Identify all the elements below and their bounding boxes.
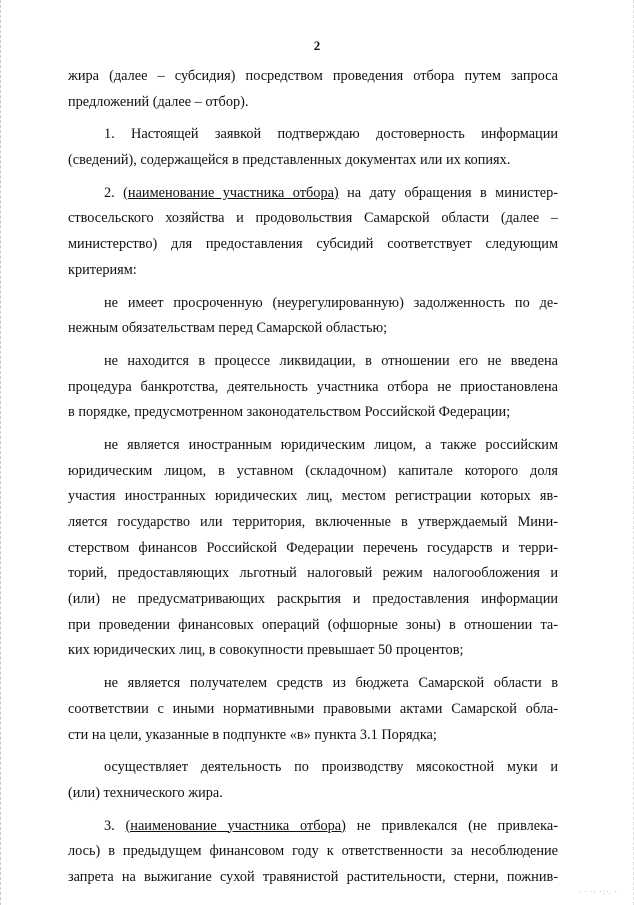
text-line: в порядке, предусмотренном законодательством Российской Федерации; xyxy=(68,404,511,421)
participant-name-placeholder: (наименование участника отбора) xyxy=(123,184,339,201)
criterion-not-foreign xyxy=(68,433,558,664)
paragraph-item-1 xyxy=(68,122,558,173)
text-line: запрета на выжигание сухой травянистой растительности, стерни, пожнив- xyxy=(68,868,558,885)
text-line: при проведении финансовых операций (офшорные зоны) в отношении та- xyxy=(68,616,558,633)
paragraph-item-3 xyxy=(68,814,558,891)
text-line: не имеет просроченную (неурегулированную) задолженность по де- xyxy=(104,294,558,311)
criterion-no-liquidation xyxy=(68,349,558,426)
text-line: лось) в предыдущем финансовом году к ответственности за несоблюдение xyxy=(68,843,558,860)
text-line: не является иностранным юридическим лицом, а также российским xyxy=(104,436,558,453)
page-left-edge xyxy=(0,0,3,905)
text-line: критериям: xyxy=(68,261,137,278)
text-line: нежным обязательствам перед Самарской областью; xyxy=(68,320,388,337)
text-line xyxy=(68,181,558,207)
item-number: 2. xyxy=(104,184,124,201)
text-fragment: не привлекался (не привлека- xyxy=(345,817,558,834)
text-line: процедура банкротства, деятельность участника отбора не приостановлена xyxy=(68,378,558,395)
text-line: 1. Настоящей заявкой подтверждаю достоверность информации xyxy=(104,126,558,143)
criterion-no-debt xyxy=(68,291,558,342)
text-line: сти на цели, указанные в подпункте «в» пункта 3.1 Порядка; xyxy=(68,726,437,743)
page-number: 2 xyxy=(313,38,321,53)
text-line: соответствии с иными нормативными правовыми актами Самарской обла- xyxy=(68,700,558,717)
text-line xyxy=(68,814,558,840)
participant-name-placeholder: (наименование участника отбора) xyxy=(125,817,346,834)
paragraph-item-2 xyxy=(68,181,558,284)
text-line: министерство) для предоставления субсидий соответствует следующим xyxy=(68,236,558,253)
text-line: ствосельского хозяйства и продовольствия Самарской области (далее – xyxy=(68,210,558,227)
text-fragment: на дату обращения в министер- xyxy=(338,184,558,201)
text-line: предложений (далее – отбор). xyxy=(68,93,249,110)
paragraph-continuation xyxy=(68,64,558,115)
text-line: (или) не предусматривающих раскрытия и предоставления информации xyxy=(68,591,558,608)
text-line: не является получателем средств из бюджета Самарской области в xyxy=(104,675,558,692)
text-line: ляется государство или территория, включенные в утверждаемый Мини- xyxy=(68,514,558,530)
text-line: осуществляет деятельность по производству мясокостной муки и xyxy=(104,759,558,776)
text-line: участия иностранных юридических лиц, местом регистрации которых яв- xyxy=(68,488,558,505)
text-line: стерством финансов Российской Федерации перечень государств и терри- xyxy=(68,539,558,556)
text-line: не находится в процессе ликвидации, в отношении его не введена xyxy=(104,352,558,369)
item-number: 3. xyxy=(104,817,126,834)
text-line: юридическим лицом, в уставном (складочном) капитале которого доля xyxy=(68,462,558,479)
scan-artifact-marks: · · ·· ·:·. · xyxy=(577,888,618,896)
criterion-activity xyxy=(68,755,558,806)
text-line: жира (далее – субсидия) посредством проведения отбора путем запроса xyxy=(68,68,558,84)
criterion-not-budget-recipient xyxy=(68,671,558,748)
text-line: торий, предоставляющих льготный налоговый режим налогообложения и xyxy=(68,565,558,582)
text-line: (или) технического жира. xyxy=(68,784,223,801)
text-line: (сведений), содержащейся в представленных документах или их копиях. xyxy=(68,152,511,169)
document-body xyxy=(68,64,558,891)
text-line: ких юридических лиц, в совокупности превышает 50 процентов; xyxy=(68,642,464,659)
